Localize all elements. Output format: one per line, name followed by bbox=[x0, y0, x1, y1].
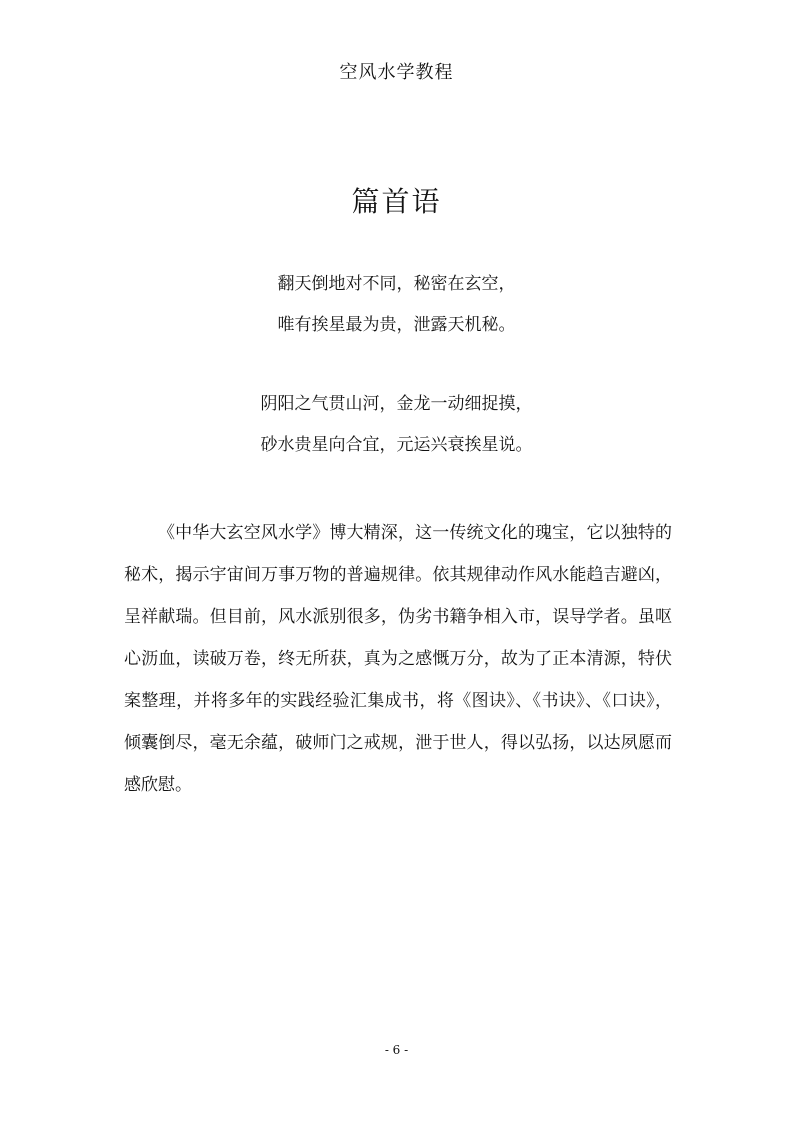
page-header-title: 空风水学教程 bbox=[339, 62, 454, 83]
poem-line: 阴阳之气贯山河，金龙一动细捉摸， bbox=[260, 394, 533, 414]
poem-stanza-2 bbox=[0, 384, 793, 466]
page-number: - 6 - bbox=[384, 1043, 409, 1057]
poem-line: 唯有挨星最为贵，泄露天机秘。 bbox=[277, 315, 516, 335]
section-title: 篇首语 bbox=[351, 185, 442, 218]
body-paragraph: 《中华大玄空风水学》博大精深，这一传统文化的瑰宝，它以独特的秘术，揭示宇宙间万事万物的普遍规律。依其规律动作风水能趋吉避凶，呈祥献瑞。但目前，风水派别很多，伪劣书籍争相入市，误导学者。虽呕心沥血，读破万卷，终无所获，真为之感慨万分，故为了正本清源，特伏案整理，并将多年的实践经验汇集成书，将《图诀》、《书诀》、《口诀》，倾囊倒尽，毫无余蕴，破师门之戒规，泄于世人，得以弘扬，以达夙愿而感欣慰。 bbox=[124, 523, 672, 795]
poem-stanza-1 bbox=[0, 264, 793, 346]
poem-line: 砂水贵星向合宜，元运兴衰挨星说。 bbox=[260, 435, 533, 455]
poem-line: 翻天倒地对不同，秘密在玄空， bbox=[277, 274, 516, 294]
